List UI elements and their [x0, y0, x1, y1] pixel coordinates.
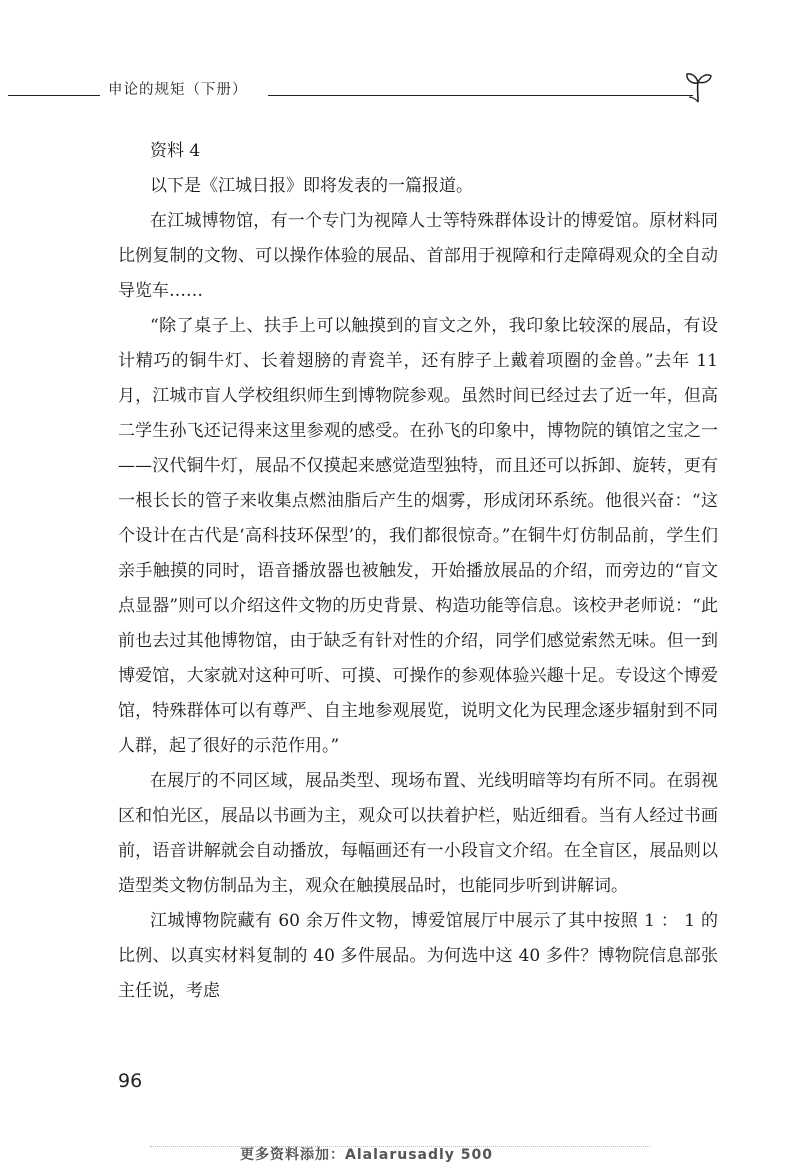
sprout-icon [680, 66, 716, 104]
running-header [0, 62, 800, 112]
paragraph-intro: 以下是《江城日报》即将发表的一篇报道。 [150, 176, 473, 196]
section-label: 资料 4 [150, 141, 201, 161]
article-body [118, 134, 718, 1009]
paragraph-3: 在展厅的不同区域，展品类型、现场布置、光线明暗等均有所不同。在弱视区和怕光区，展品以书画为主，观众可以扶着护栏，贴近细看。当有人经过书画前，语音讲解就会自动播放，每幅画还有一小段盲文介绍。在全盲区，展品则以造型类文物仿制品为主，观众在触摸展品时，也能同步听到讲解词。 [118, 771, 718, 896]
header-rule-left [8, 95, 100, 96]
footer-text: 更多资料添加：Alalarusadly 500 [240, 1147, 494, 1163]
paragraph-4: 江城博物院藏有 60 余万件文物，博爱馆展厅中展示了其中按照 1 ： 1 的比例、以真实材料复制的 40 多件展品。为何选中这 40 多件？博物院信息部张主任说，考虑 [118, 911, 718, 1001]
header-rule-right [268, 95, 693, 96]
paragraph-1: 在江城博物馆，有一个专门为视障人士等特殊群体设计的博爱馆。原材料同比例复制的文物、可以操作体验的展品、首部用于视障和行走障碍观众的全自动导览车…… [118, 211, 718, 301]
header-title: 申论的规矩（下册） [108, 82, 248, 98]
page-number: 96 [118, 1070, 143, 1092]
paragraph-2: “除了桌子上、扶手上可以触摸到的盲文之外，我印象比较深的展品，有设计精巧的铜牛灯、长着翅膀的青瓷羊，还有脖子上戴着项圈的金兽。”去年 11 月，江城市盲人学校组织师生到博物院参观。虽然时间已经过去了近一年，但高二学生孙飞还记得来这里参观的感受。在孙飞的印象中，博物院的镇馆之宝之一——汉代铜牛灯，展品不仅摸起来感觉造型独特，而且还可以拆卸、旋转，更有一根长长的管子来收集点燃油脂后产生的烟雾，形成闭环系统。他很兴奋：“这个设计在古代是‘高科技环保型’的，我们都很惊奇。”在铜牛灯仿制品前，学生们亲手触摸的同时，语音播放器也被触发，开始播放展品的介绍，而旁边的“盲文点显器”则可以介绍这件文物的历史背景、构造功能等信息。该校尹老师说：“此前也去过其他博物馆，由于缺乏有针对性的介绍，同学们感觉索然无味。但一到博爱馆，大家就对这种可听、可摸、可操作的参观体验兴趣十足。专设这个博爱馆，特殊群体可以有尊严、自主地参观展览，说明文化为民理念逐步辐射到不同人群，起了很好的示范作用。” [118, 316, 718, 756]
